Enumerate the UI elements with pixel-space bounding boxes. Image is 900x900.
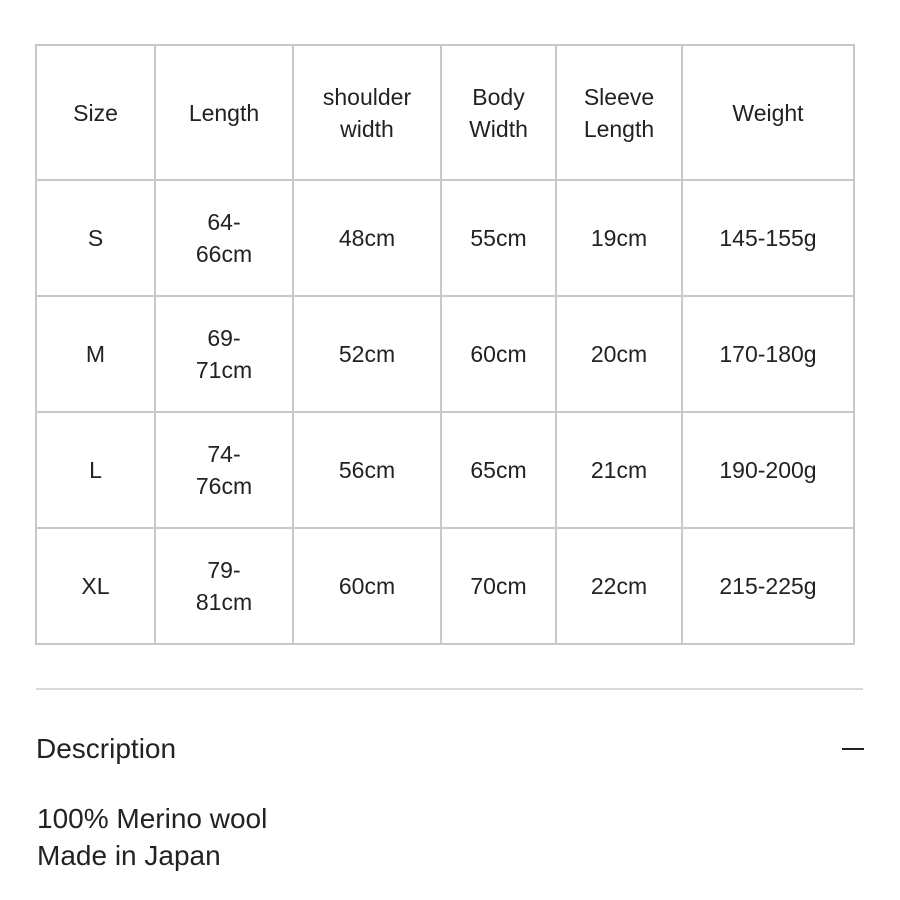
table-cell-weight: 170-180g — [682, 296, 854, 412]
description-material: 100% Merino wool — [37, 803, 268, 834]
table-row — [36, 528, 854, 644]
description-content — [37, 800, 857, 874]
description-title: Description — [36, 733, 177, 764]
table-cell-sleeve-length: 20cm — [556, 296, 682, 412]
description-accordion-toggle[interactable] — [36, 726, 864, 772]
table-cell-length: 79- 81cm — [155, 528, 293, 644]
table-cell-sleeve-length: 19cm — [556, 180, 682, 296]
header-size: Size — [36, 45, 155, 180]
table-cell-sleeve-length: 21cm — [556, 412, 682, 528]
table-cell-shoulder-width: 52cm — [293, 296, 441, 412]
table-cell-body-width: 70cm — [441, 528, 556, 644]
header-sleeve-length: Sleeve Length — [556, 45, 682, 180]
table-cell-length: 69- 71cm — [155, 296, 293, 412]
table-cell-shoulder-width: 48cm — [293, 180, 441, 296]
table-row — [36, 296, 854, 412]
table-cell-weight: 215-225g — [682, 528, 854, 644]
table-cell-size: L — [36, 412, 155, 528]
table-cell-body-width: 55cm — [441, 180, 556, 296]
minus-icon[interactable] — [842, 748, 864, 750]
table-cell-shoulder-width: 56cm — [293, 412, 441, 528]
description-origin: Made in Japan — [37, 840, 221, 871]
table-cell-size: XL — [36, 528, 155, 644]
table-cell-length: 64- 66cm — [155, 180, 293, 296]
table-cell-shoulder-width: 60cm — [293, 528, 441, 644]
table-cell-length: 74- 76cm — [155, 412, 293, 528]
table-row — [36, 180, 854, 296]
table-cell-size: M — [36, 296, 155, 412]
table-row — [36, 412, 854, 528]
header-body-width: Body Width — [441, 45, 556, 180]
table-cell-weight: 145-155g — [682, 180, 854, 296]
header-shoulder-width: shoulder width — [293, 45, 441, 180]
header-length: Length — [155, 45, 293, 180]
table-cell-sleeve-length: 22cm — [556, 528, 682, 644]
size-chart-table — [35, 44, 855, 645]
table-cell-size: S — [36, 180, 155, 296]
table-header-row — [36, 45, 854, 180]
header-weight: Weight — [682, 45, 854, 180]
table-cell-body-width: 60cm — [441, 296, 556, 412]
table-cell-weight: 190-200g — [682, 412, 854, 528]
table-cell-body-width: 65cm — [441, 412, 556, 528]
section-divider — [36, 688, 863, 690]
